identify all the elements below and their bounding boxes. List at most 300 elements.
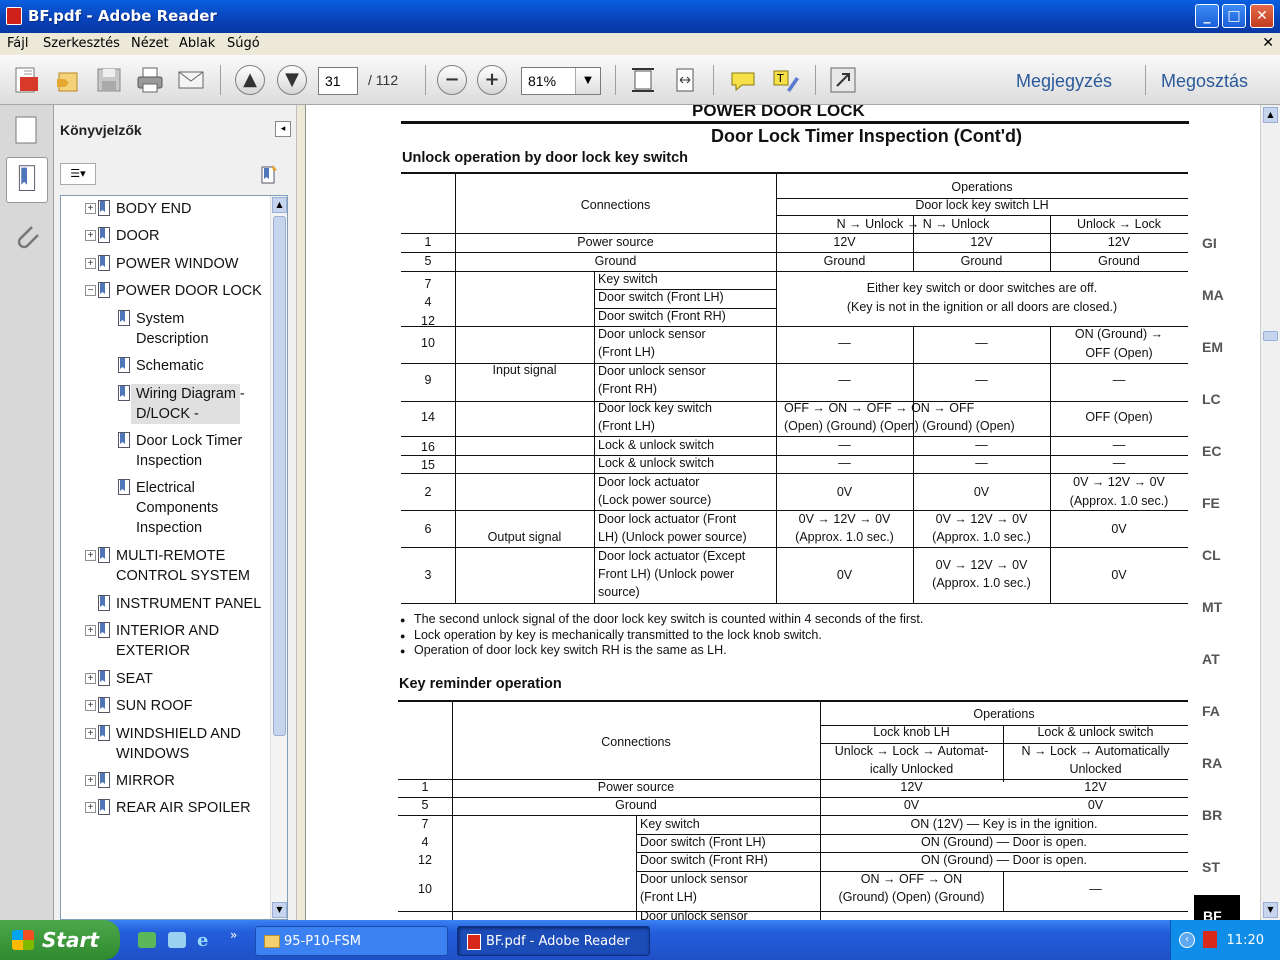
bookmark-label xyxy=(136,384,245,424)
value: Ground xyxy=(1098,254,1140,268)
navigation-strip xyxy=(0,105,54,920)
bookmark-icon xyxy=(118,357,130,373)
bookmarks-icon[interactable] xyxy=(6,157,48,203)
bookmark-label xyxy=(116,199,191,219)
rule-line xyxy=(776,215,1188,216)
rule-line xyxy=(401,473,1188,474)
col-header: Lock & unlock switch xyxy=(1037,725,1154,739)
connection-name: Lock & unlock switch xyxy=(598,438,715,452)
fullscreen-icon[interactable] xyxy=(828,65,858,95)
bookmark-label-line: Schematic xyxy=(136,358,204,374)
bookmark-item[interactable] xyxy=(87,724,241,764)
bookmark-icon xyxy=(98,622,110,638)
connection-name: (Front LH) xyxy=(640,890,697,904)
bookmark-label-line: Components xyxy=(136,500,219,516)
value: 12V xyxy=(1107,235,1131,249)
expand-icon[interactable]: + xyxy=(85,700,96,711)
menu-help[interactable]: Súgó xyxy=(227,36,260,51)
section-tab[interactable]: FE xyxy=(1202,495,1220,511)
bookmark-label xyxy=(116,621,219,661)
svg-text:T: T xyxy=(777,72,784,85)
bookmark-icon xyxy=(118,432,130,448)
highlight-text-icon[interactable] xyxy=(770,65,800,95)
value: ON (Ground) → xyxy=(1074,327,1164,341)
col-header: Unlock → Lock xyxy=(1076,217,1162,231)
bookmark-label-line: DOOR xyxy=(116,228,160,244)
value: — xyxy=(975,438,988,452)
value: (Open) (Ground) (Open) (Ground) (Open) xyxy=(784,419,1015,433)
bookmark-icon xyxy=(98,282,110,298)
bookmark-label-line: BODY END xyxy=(116,201,192,217)
bookmarks-panel xyxy=(54,105,296,920)
bookmark-item[interactable] xyxy=(131,431,243,471)
fit-width-icon[interactable] xyxy=(670,65,700,95)
pin-number: 15 xyxy=(421,458,435,472)
section-tab[interactable]: CL xyxy=(1202,547,1221,563)
bookmark-label xyxy=(116,798,251,818)
rule-line xyxy=(594,271,595,603)
bookmark-item[interactable] xyxy=(87,254,239,274)
connection-name: Door unlock sensor xyxy=(640,872,748,886)
connection-name: Front LH) (Unlock power xyxy=(598,567,735,581)
bookmark-label-line: EXTERIOR xyxy=(116,643,191,659)
connection-name: (Front RH) xyxy=(598,382,658,396)
bookmark-icon xyxy=(98,595,110,611)
rule-line xyxy=(401,233,1188,234)
quicklaunch-icon-1[interactable] xyxy=(138,932,156,948)
section-tab[interactable]: RA xyxy=(1202,755,1223,771)
bookmark-item[interactable] xyxy=(131,384,245,424)
operations-header: Operations xyxy=(951,180,1013,194)
taskbar-folder-label: 95-P10-FSM xyxy=(284,934,362,949)
pin-number: 2 xyxy=(424,485,432,499)
bookmark-label xyxy=(116,226,160,246)
bookmark-item[interactable] xyxy=(87,798,251,818)
bookmark-icon xyxy=(98,670,110,686)
rule-line xyxy=(401,172,1188,174)
value: — xyxy=(975,373,988,387)
bookmark-item[interactable] xyxy=(111,594,262,614)
menu-view[interactable]: Nézet xyxy=(131,36,169,51)
active-section-tab[interactable] xyxy=(1194,895,1240,920)
expand-icon[interactable]: + xyxy=(85,673,96,684)
connection-name: Door lock key switch xyxy=(598,401,712,415)
pin-number: 5 xyxy=(421,798,429,812)
bookmark-label-line: WINDSHIELD AND xyxy=(116,726,241,742)
pin-number: 14 xyxy=(421,410,435,424)
menu-bar xyxy=(0,33,1280,55)
rule-line xyxy=(401,603,1188,604)
section-tab[interactable]: EM xyxy=(1202,339,1223,355)
pin-number: 9 xyxy=(424,373,432,387)
value: (Approx. 1.0 sec.) xyxy=(1069,494,1169,508)
rule-line xyxy=(401,271,1188,272)
email-icon[interactable] xyxy=(176,65,206,95)
value: (Approx. 1.0 sec.) xyxy=(932,576,1031,590)
window-title: BF.pdf - Adobe Reader xyxy=(28,7,217,25)
scroll-down-icon[interactable]: ▼ xyxy=(272,902,287,918)
bookmark-label-line: INTERIOR AND xyxy=(116,623,220,639)
connection-name: Door lock actuator (Except xyxy=(598,549,746,563)
section-tab[interactable]: BR xyxy=(1202,807,1223,823)
pin-number: 10 xyxy=(418,882,432,896)
value: ON → OFF → ON xyxy=(860,872,963,886)
pdf-icon xyxy=(467,934,481,950)
value: 0V → 12V → 0V xyxy=(935,558,1028,572)
rule-line xyxy=(398,700,1188,702)
zoom-in-button[interactable]: + xyxy=(477,65,507,95)
value: — xyxy=(975,456,988,470)
bookmark-label xyxy=(116,696,193,716)
note-text: (Key is not in the ignition or all doors are closed.) xyxy=(846,300,1118,314)
collapse-panel-icon[interactable]: ◂ xyxy=(275,121,291,137)
pin-number: 1 xyxy=(424,235,432,249)
output-signal-label: Output signal xyxy=(487,530,562,544)
bookmark-label-line: INSTRUMENT PANEL xyxy=(116,596,262,612)
value: — xyxy=(1112,456,1126,470)
connection-name: Door unlock sensor xyxy=(598,327,706,341)
connection-name: Door unlock sensor xyxy=(640,909,748,920)
bookmark-icon xyxy=(118,310,130,326)
connection-name: Door lock actuator (Front xyxy=(598,512,737,526)
bookmark-label xyxy=(136,309,209,349)
connection-name: Power source xyxy=(577,235,654,249)
col-header: Unlocked xyxy=(1069,762,1122,776)
fit-page-icon[interactable] xyxy=(628,65,658,95)
connection-name: Ground xyxy=(615,798,657,812)
zoom-dropdown-icon[interactable]: ▼ xyxy=(575,68,600,94)
connection-name: Ground xyxy=(594,254,637,268)
quicklaunch-icon-2[interactable] xyxy=(168,932,186,948)
connection-name: Door switch (Front LH) xyxy=(640,835,766,849)
connection-name: Power source xyxy=(597,780,675,794)
page-total: / 112 xyxy=(368,72,399,88)
bookmark-label-line: POWER DOOR LOCK xyxy=(116,283,262,299)
note-line: Operation of door lock key switch RH is the same as LH. xyxy=(414,643,727,657)
taskbar xyxy=(0,920,1280,960)
section-tab[interactable]: EC xyxy=(1202,443,1222,459)
pin-number: 3 xyxy=(424,568,432,582)
scroll-thumb[interactable] xyxy=(273,216,286,736)
section-tab[interactable]: MT xyxy=(1202,599,1223,615)
keyswitch-header: Door lock key switch LH xyxy=(915,198,1049,212)
value: 0V → 12V → 0V xyxy=(798,512,891,526)
taskbar-adobe-reader[interactable] xyxy=(457,926,650,956)
bookmark-label-line: REAR AIR SPOILER xyxy=(116,800,251,816)
value: OFF (Open) xyxy=(1085,410,1153,424)
system-tray xyxy=(1170,920,1280,960)
scroll-up-icon[interactable]: ▲ xyxy=(272,197,287,213)
note-text: Either key switch or door switches are off. xyxy=(866,281,1098,295)
bookmark-label xyxy=(116,724,241,764)
section-tab[interactable]: GI xyxy=(1202,235,1217,251)
bookmark-label-line: WINDOWS xyxy=(116,746,190,762)
pin-number: 4 xyxy=(424,295,432,309)
bookmark-item[interactable] xyxy=(131,309,209,349)
bookmark-label-line: MIRROR xyxy=(116,773,175,789)
connections-header: Connections xyxy=(580,198,651,212)
value: 0V → 12V → 0V xyxy=(935,512,1028,526)
connection-name: Key switch xyxy=(640,817,700,831)
bookmark-item[interactable] xyxy=(131,478,219,538)
value: — xyxy=(838,438,851,452)
rule-line xyxy=(398,911,1188,912)
maximize-button[interactable]: □ xyxy=(1222,4,1246,28)
menu-file[interactable]: Fájl xyxy=(7,36,29,51)
rule-line xyxy=(401,510,1188,511)
value: 0V xyxy=(836,485,853,499)
value: 0V xyxy=(1111,522,1127,536)
start-label: Start xyxy=(42,928,99,952)
note-line: The second unlock signal of the door lock key switch is counted within 4 seconds of the first. xyxy=(414,612,924,626)
value: — xyxy=(1112,373,1126,387)
document-view[interactable] xyxy=(306,105,1260,920)
tab-label: BF xyxy=(1203,908,1222,920)
bullet-icon: ● xyxy=(400,615,406,625)
bookmark-icon xyxy=(98,799,110,815)
rule-line xyxy=(401,252,1188,253)
bookmark-scrollbar[interactable] xyxy=(270,196,287,919)
comment-link[interactable]: Megjegyzés xyxy=(1016,71,1113,91)
taskbar-folder[interactable] xyxy=(255,926,448,956)
bookmark-icon xyxy=(98,547,110,563)
section-tab[interactable]: LC xyxy=(1202,391,1221,407)
expand-icon[interactable]: + xyxy=(85,203,96,214)
connection-name: Door switch (Front RH) xyxy=(598,309,726,323)
doc-scroll-down-icon[interactable]: ▼ xyxy=(1263,902,1278,918)
section-tab[interactable]: MA xyxy=(1202,287,1224,303)
value: OFF (Open) xyxy=(1085,346,1153,360)
organize-icon[interactable] xyxy=(53,65,83,95)
pin-number: 1 xyxy=(421,780,429,794)
save-icon[interactable] xyxy=(94,65,124,95)
bookmark-item[interactable] xyxy=(87,546,251,586)
bookmark-item[interactable] xyxy=(87,621,220,661)
value: 0V xyxy=(836,568,853,582)
bookmark-label xyxy=(116,594,261,614)
col-header: Lock knob LH xyxy=(873,725,950,739)
bookmark-label xyxy=(116,254,238,274)
value: — xyxy=(838,373,851,387)
section-tab[interactable]: AT xyxy=(1202,651,1220,667)
value: (Ground) (Open) (Ground) xyxy=(838,890,985,904)
pin-number: 7 xyxy=(424,277,432,291)
folder-icon xyxy=(264,935,280,948)
pin-number: 12 xyxy=(418,853,432,867)
doc-scroll-thumb[interactable] xyxy=(1263,331,1278,341)
col-header: Unlock → Lock → Automat- xyxy=(834,744,989,758)
bookmark-label xyxy=(136,478,218,538)
bookmark-item[interactable] xyxy=(87,771,175,791)
next-page-button[interactable]: ▼ xyxy=(277,65,307,95)
expand-icon[interactable]: + xyxy=(85,775,96,786)
expand-icon[interactable]: + xyxy=(85,625,96,636)
expand-icon[interactable]: + xyxy=(85,802,96,813)
pin-number: 16 xyxy=(421,440,435,454)
create-pdf-icon[interactable] xyxy=(12,65,42,95)
options-menu-icon[interactable]: ☰▾ xyxy=(60,163,96,185)
tray-expand-icon[interactable]: ‹ xyxy=(1179,932,1195,948)
bookmark-tree xyxy=(60,195,288,920)
value: 0V xyxy=(903,798,920,812)
expand-icon[interactable]: + xyxy=(85,258,96,269)
connection-name: Key switch xyxy=(598,272,658,286)
value: ON (Ground) — Door is open. xyxy=(920,835,1088,849)
value: — xyxy=(1089,882,1102,896)
bookmark-icon xyxy=(98,200,110,216)
internet-explorer-icon[interactable]: e xyxy=(197,930,209,951)
clock: 11:20 xyxy=(1226,933,1264,948)
bookmark-label xyxy=(116,771,175,791)
rule-line xyxy=(401,547,1188,548)
windows-logo-icon xyxy=(12,930,34,950)
bookmark-label-line: CONTROL SYSTEM xyxy=(116,568,251,584)
value: (Approx. 1.0 sec.) xyxy=(795,530,894,544)
value: 12V xyxy=(970,235,993,249)
bookmark-label-line: MULTI-REMOTE xyxy=(116,548,226,564)
value: OFF → ON → OFF → ON → OFF xyxy=(784,401,975,415)
bookmark-label-line: Electrical xyxy=(136,480,195,496)
value: — xyxy=(975,336,988,350)
bookmark-label-line: Wiring Diagram - xyxy=(136,386,245,402)
bookmark-label-line: SEAT xyxy=(116,671,153,687)
connection-name: LH) (Unlock power source) xyxy=(598,530,747,544)
bookmark-label-line: D/LOCK - xyxy=(136,406,199,422)
zoom-input[interactable]: 81% xyxy=(521,67,601,95)
pin-number: 12 xyxy=(421,314,435,328)
bookmark-item[interactable] xyxy=(87,669,153,689)
expand-icon[interactable]: + xyxy=(85,728,96,739)
value: 0V xyxy=(1111,568,1127,582)
pin-number: 7 xyxy=(421,817,429,831)
col-header: N → Unlock → N → Unlock xyxy=(836,217,990,231)
start-button[interactable] xyxy=(0,920,120,960)
bookmark-icon xyxy=(98,725,110,741)
bookmark-label-line: Inspection xyxy=(136,520,203,536)
document-close-icon[interactable]: ✕ xyxy=(1262,35,1274,51)
pin-number: 10 xyxy=(421,336,435,350)
bullet-icon: ● xyxy=(400,646,406,656)
bookmark-label-line: Description xyxy=(136,331,209,347)
value: — xyxy=(1112,438,1126,452)
collapse-icon[interactable]: − xyxy=(85,285,96,296)
pages-icon[interactable] xyxy=(6,109,48,155)
value: Ground xyxy=(960,254,1003,268)
previous-page-button[interactable]: ▲ xyxy=(235,65,265,95)
bookmark-label-line: Inspection xyxy=(136,453,203,469)
value: ON (12V) — Key is in the ignition. xyxy=(910,817,1098,831)
bookmark-label xyxy=(116,546,250,586)
panel-title: Könyvjelzők xyxy=(60,122,142,138)
section-tab[interactable]: FA xyxy=(1202,703,1220,719)
quicklaunch-more-icon[interactable]: » xyxy=(230,928,238,942)
value: Ground xyxy=(823,254,866,268)
col-header: N → Lock → Automatically xyxy=(1021,744,1170,758)
bookmark-item[interactable] xyxy=(87,226,160,246)
bookmark-label xyxy=(136,356,204,376)
connection-name: Door unlock sensor xyxy=(598,364,706,378)
panel-splitter[interactable] xyxy=(296,105,306,920)
value: 0V xyxy=(973,485,990,499)
pin-number: 6 xyxy=(424,522,432,536)
bookmark-label xyxy=(116,281,262,301)
share-link[interactable]: Megosztás xyxy=(1161,71,1249,91)
operations-header: Operations xyxy=(973,707,1035,721)
rule-line xyxy=(636,816,637,920)
expand-icon[interactable]: + xyxy=(85,550,96,561)
bookmark-icon xyxy=(98,255,110,271)
bookmark-icon xyxy=(118,385,130,401)
bookmark-label-line: System xyxy=(136,311,185,327)
print-icon[interactable] xyxy=(135,65,165,95)
close-button[interactable]: ✕ xyxy=(1250,4,1274,28)
comment-icon[interactable] xyxy=(728,65,758,95)
value: — xyxy=(838,336,851,350)
bookmark-icon xyxy=(118,479,130,495)
adobe-reader-icon xyxy=(6,7,22,25)
value: 0V xyxy=(1087,798,1104,812)
bookmark-item[interactable] xyxy=(87,696,193,716)
bookmark-label xyxy=(116,669,153,689)
bookmark-label-line: Door Lock Timer xyxy=(136,433,243,449)
doc-title: Door Lock Timer Inspection (Cont'd) xyxy=(711,126,1022,146)
connection-name: Door switch (Front LH) xyxy=(598,290,724,304)
menu-window[interactable]: Ablak xyxy=(179,36,216,51)
bookmark-icon xyxy=(98,227,110,243)
bookmark-icon xyxy=(98,697,110,713)
bookmark-item[interactable] xyxy=(87,281,262,301)
connection-name: (Front LH) xyxy=(598,345,655,359)
bullet-icon: ● xyxy=(400,630,406,641)
doc-header: POWER DOOR LOCK xyxy=(692,105,865,120)
note-line: Lock operation by key is mechanically transmitted to the lock knob switch. xyxy=(414,627,822,642)
connection-name: Door lock actuator xyxy=(598,475,700,489)
bookmark-item[interactable] xyxy=(87,199,192,219)
document-scrollbar[interactable] xyxy=(1260,105,1280,920)
rule-line xyxy=(398,815,1188,816)
new-bookmark-icon[interactable] xyxy=(258,163,280,185)
section-tab[interactable]: ST xyxy=(1202,859,1220,875)
expand-icon[interactable]: + xyxy=(85,230,96,241)
connections-header: Connections xyxy=(601,735,671,749)
value: 12V xyxy=(900,780,923,794)
tray-adobe-icon[interactable] xyxy=(1203,931,1217,948)
zoom-out-button[interactable]: − xyxy=(437,65,467,95)
bookmark-item[interactable] xyxy=(131,356,204,376)
title-bar xyxy=(0,0,1280,33)
attachments-icon[interactable] xyxy=(6,217,48,263)
bookmark-label-line: SUN ROOF xyxy=(116,698,193,714)
section1-title: Unlock operation by door lock key switch xyxy=(402,150,689,166)
taskbar-adobe-label: BF.pdf - Adobe Reader xyxy=(486,934,630,949)
menu-edit[interactable]: Szerkesztés xyxy=(43,36,120,51)
doc-scroll-up-icon[interactable]: ▲ xyxy=(1263,107,1278,123)
minimize-button[interactable]: _ xyxy=(1195,4,1219,28)
value: 0V → 12V → 0V xyxy=(1073,475,1165,489)
connection-name: (Front LH) xyxy=(598,419,655,433)
connection-name: (Lock power source) xyxy=(598,493,712,507)
value: 12V xyxy=(833,235,856,249)
bookmark-label-line: POWER WINDOW xyxy=(116,256,239,272)
input-signal-label: Input signal xyxy=(492,363,557,377)
bookmark-icon xyxy=(98,772,110,788)
page-number-input[interactable]: 31 xyxy=(318,67,358,95)
value: 12V xyxy=(1084,780,1107,794)
bookmark-label xyxy=(136,431,242,471)
col-header: ically Unlocked xyxy=(869,762,954,776)
section2-title: Key reminder operation xyxy=(399,676,562,692)
pin-number: 4 xyxy=(421,835,429,849)
